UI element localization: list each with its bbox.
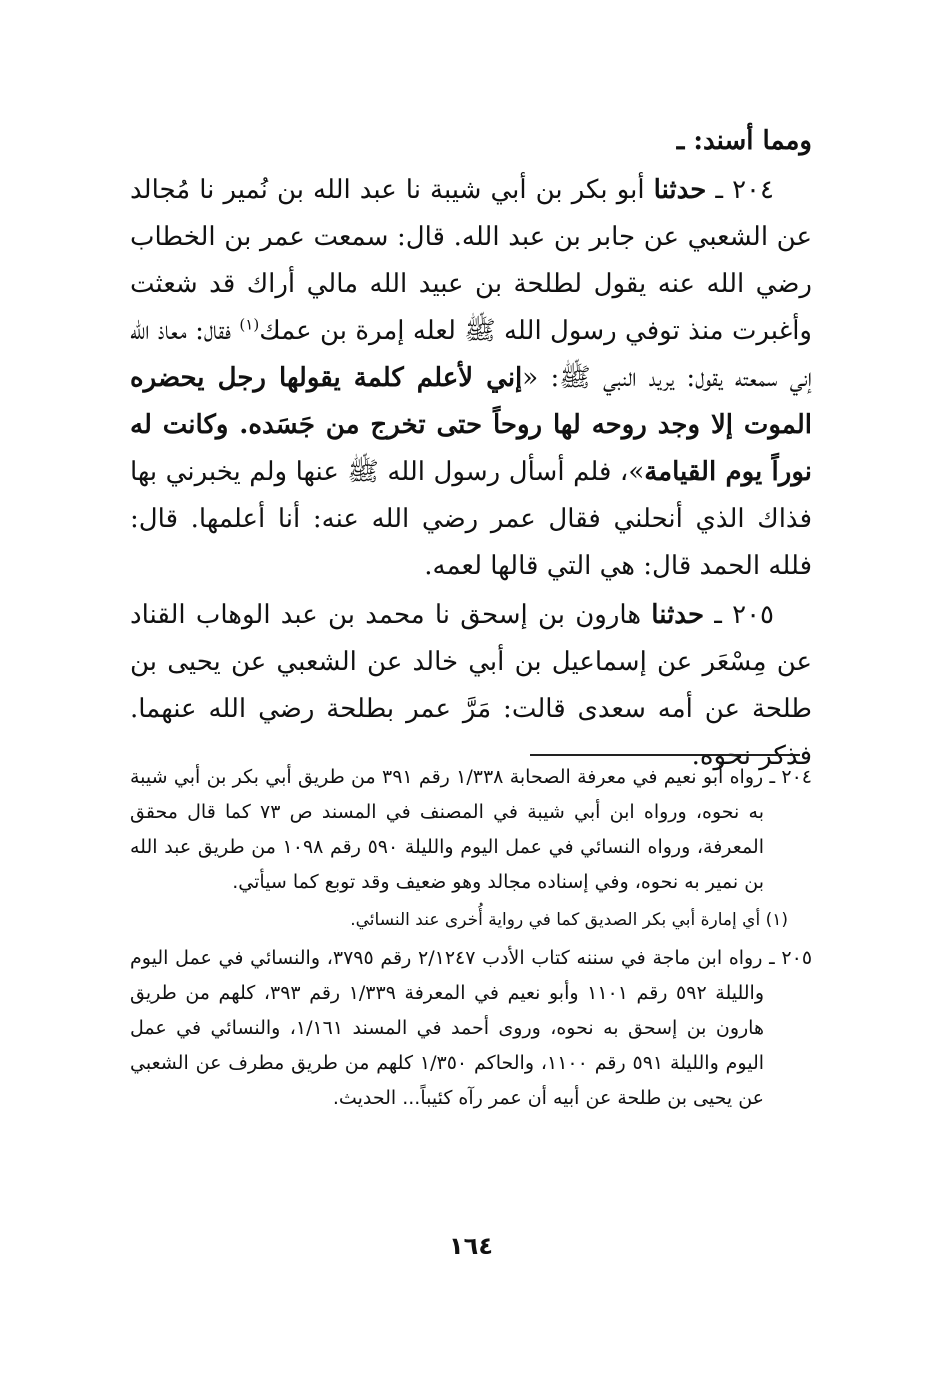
footnotes (130, 760, 812, 1116)
hadith-205-haddathana: حدثنا (651, 600, 705, 630)
hadith-204 (130, 167, 812, 590)
footnote-1: (١) أي إمارة أبي بكر الصديق كما في رواية أُخرى عند النسائي. (350, 910, 788, 930)
hadith-204-text-1: أبو بكر بن أبي شيبة نا عبد الله بن نُمير نا مُجالد عن الشعبي عن جابر بن عبد الله. قال: سمعت عمر بن الخطاب رضي الله عنه يقول لطلحة بن عبيد الله مالي أراك قد شعثت وأغبرت منذ توفي رسول الله ﷺ لعله إمرة بن عمك (130, 175, 812, 346)
page-number: ١٦٤ (449, 1232, 493, 1260)
footnote-204: ٢٠٤ ـ رواه أبو نعيم في معرفة الصحابة ١/٣٣٨ رقم ٣٩١ من طريق أبي بكر بن أبي شيبة به نحوه، ورواه ابن أبي شيبة في المصنف في المسند ص ٧٣ كما قال محقق المعرفة، ورواه النسائي في عمل اليوم والليلة ٥٩٠ رقم ١٠٩٨ من طريق عبد الله بن نمير به نحوه، وفي إسناده مجالد وهو ضعيف وقد توبع كما سيأتي. (130, 766, 812, 893)
hadith-204-haddathana: حدثنا (653, 175, 707, 205)
main-text (130, 118, 812, 780)
hadith-204-quote: إني لأعلم كلمة يقولها رجل يحضره الموت إلا وجد روحه لها روحاً حتى تخرج من جَسَده. وكانت له نوراً يوم القيامة (130, 363, 812, 487)
hadith-205 (130, 592, 812, 780)
footnote-marker-1: (١) (239, 315, 260, 334)
footnote-separator (530, 754, 800, 756)
hadith-204-number: ٢٠٤ ـ (715, 175, 774, 205)
hadith-205-number: ٢٠٥ ـ (714, 600, 775, 630)
hadith-205-text: هارون بن إسحق نا محمد بن عبد الوهاب القناد عن مِسْعَر عن إسماعيل بن أبي خالد عن الشعبي عن يحيى بن طلحة عن أمه سعدى قالت: مَرَّ عمر بطلحة رضي الله عنهما. فذكر نحوه. (130, 600, 812, 771)
footnote-205: ٢٠٥ ـ رواه ابن ماجة في سننه كتاب الأدب ٢/١٢٤٧ رقم ٣٧٩٥، والنسائي في عمل اليوم والليلة ٥٩٢ رقم ١١٠١ وأبو نعيم في المعرفة ١/٣٣٩ رقم ٣٩٣، كلهم من طريق هارون بن إسحق به نحوه، وروى أحمد في المسند ١/١٦١، والنسائي في عمل اليوم والليلة ٥٩١ رقم ١١٠٠، والحاكم ١/٣٥٠ كلهم من طريق مطرف عن الشعبي عن يحيى بن طلحة عن أبيه أن عمر رآه كئيباً... الحديث. (130, 947, 813, 1109)
hadith-204-text-3: »، فلم أسأل رسول الله ﷺ عنها ولم يخبرني بها فذاك الذي أنحلني فقال عمر رضي الله عنه: أنا أعلمها. قال: فلله الحمد قال: هي التي قالها لعمه. (130, 457, 812, 581)
hadith-204-text-2: فقال: معاذ الله إني سمعته يقول: يريد النبي ﷺ: « (130, 316, 812, 393)
section-heading: ومما أسند: ـ (676, 126, 812, 156)
